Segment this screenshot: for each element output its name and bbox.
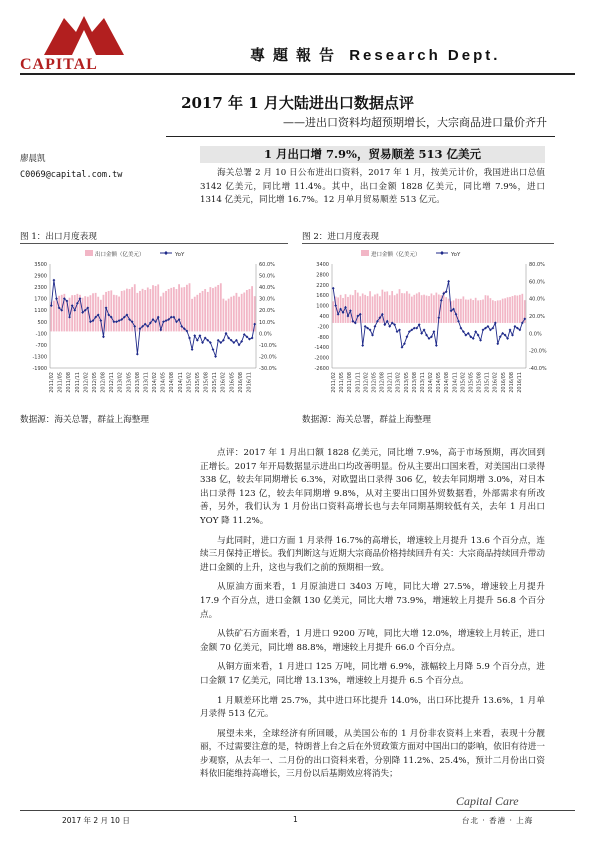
title-rule xyxy=(166,136,555,137)
bar-mark xyxy=(215,287,217,332)
x-axis-tick: 2015/05 xyxy=(194,372,201,393)
bar-mark xyxy=(377,294,379,323)
bar-mark xyxy=(108,291,110,331)
bar-mark xyxy=(233,296,235,332)
legend-line-label: YoY xyxy=(451,252,461,258)
left-axis-tick: 2300 xyxy=(34,285,47,292)
yoy-point xyxy=(437,316,440,319)
right-axis-tick: 50.0% xyxy=(259,273,275,280)
x-axis-tick: 2011/02 xyxy=(49,372,55,393)
x-axis-tick: 2015/11 xyxy=(484,372,491,393)
bar-mark xyxy=(507,297,509,323)
bar-mark xyxy=(477,300,479,323)
yoy-point xyxy=(53,279,56,282)
x-axis-tick: 2011/11 xyxy=(74,372,81,393)
bar-mark xyxy=(196,295,198,332)
figure-1-rule xyxy=(20,243,288,244)
bar-mark xyxy=(152,285,154,331)
left-axis-tick: -100 xyxy=(35,331,47,338)
body-paragraph-6: 1 月顺差环比增 25.7%，其中进口环比提升 14.0%，出口环比提升 13.6%，1 月单月录得 513 亿元。 xyxy=(200,695,545,720)
bar-mark xyxy=(189,283,191,331)
bar-mark xyxy=(470,299,472,323)
x-axis-tick: 2016/08 xyxy=(237,372,244,393)
body-paragraph-4: 从铁矿石方面来看，1 月进口 9200 万吨，同比大增 12.0%，增速较上月转正，进口金额 70 亿美元，同比增 88.8%，增速较上月提升 66.0 个百分点。 xyxy=(200,629,545,653)
bar-mark xyxy=(347,297,349,323)
bar-mark xyxy=(421,295,423,323)
x-axis-tick: 2012/08 xyxy=(100,372,107,393)
x-axis-tick: 2013/08 xyxy=(134,372,141,393)
bar-mark xyxy=(517,296,519,323)
legend-bar-swatch xyxy=(85,250,93,256)
yoy-point xyxy=(162,320,165,323)
dept-title-en: Research Dept. xyxy=(349,47,501,64)
bar-mark xyxy=(332,301,334,323)
yoy-point xyxy=(405,335,408,338)
bar-mark xyxy=(168,289,170,331)
figure-2-title: 图 2：进口月度表现 xyxy=(302,232,379,242)
x-axis-tick: 2012/02 xyxy=(363,372,370,393)
left-axis-tick: -200 xyxy=(317,324,329,331)
yoy-point xyxy=(334,304,337,307)
bar-mark xyxy=(396,294,398,323)
legend-bar-label: 进口金额（亿美元） xyxy=(371,252,421,258)
yoy-point xyxy=(440,299,443,302)
author-email[interactable]: C0069@capital.com.tw xyxy=(20,170,123,180)
bar-mark xyxy=(92,293,94,331)
report-subtitle: ——进出口资料均超预期增长，大宗商品进口量价齐升 xyxy=(283,116,547,129)
left-axis-tick: -2600 xyxy=(314,366,329,372)
yoy-point xyxy=(457,320,460,323)
bar-mark xyxy=(406,291,408,323)
bar-mark xyxy=(504,298,506,323)
bar-mark xyxy=(71,295,73,331)
x-axis-tick: 2012/08 xyxy=(379,372,386,393)
bar-mark xyxy=(249,289,251,331)
bar-mark xyxy=(90,295,92,331)
bar-mark xyxy=(463,296,465,323)
bar-mark xyxy=(401,293,403,323)
bar-mark xyxy=(173,287,175,331)
bar-mark xyxy=(372,296,374,323)
bar-mark xyxy=(426,296,428,323)
x-axis-tick: 2015/02 xyxy=(186,372,193,393)
yoy-point xyxy=(212,348,215,351)
bar-mark xyxy=(386,291,388,323)
bar-mark xyxy=(472,300,474,323)
x-axis-tick: 2016/05 xyxy=(500,372,507,393)
right-axis-tick: 40.0% xyxy=(259,285,275,292)
left-axis-tick: 1600 xyxy=(316,293,329,300)
yoy-point xyxy=(337,313,340,316)
bar-mark xyxy=(149,289,151,331)
yoy-point xyxy=(50,304,53,307)
highlight-box: 1 月出口增 7.9%，贸易顺差 513 亿美元 xyxy=(200,146,545,163)
right-axis-tick: -40.0% xyxy=(529,366,547,372)
legend-bar-label: 出口金额（亿美元） xyxy=(95,252,145,258)
dept-title xyxy=(250,44,500,65)
left-axis-tick: 2800 xyxy=(316,272,329,279)
bar-mark xyxy=(220,283,222,331)
bar-mark xyxy=(431,293,433,322)
x-axis-tick: 2012/11 xyxy=(109,372,116,393)
summary-paragraph xyxy=(200,167,545,208)
footer-page-number: 1 xyxy=(293,815,298,824)
header-rule xyxy=(20,73,575,75)
left-axis-tick: -1900 xyxy=(32,366,47,372)
x-axis-tick: 2014/11 xyxy=(177,372,184,393)
footer-rule xyxy=(20,810,575,811)
bar-mark xyxy=(399,289,401,323)
bar-mark xyxy=(134,284,136,331)
bar-mark xyxy=(246,290,248,331)
right-axis-tick: 60.0% xyxy=(259,262,275,268)
x-axis-tick: 2015/08 xyxy=(476,372,483,393)
left-axis-tick: -2000 xyxy=(314,355,329,362)
right-axis-tick: -10.0% xyxy=(259,342,277,349)
yoy-point xyxy=(433,330,436,333)
bar-mark xyxy=(492,300,494,323)
bar-mark xyxy=(95,293,97,332)
bar-mark xyxy=(408,294,410,323)
yoy-point xyxy=(115,320,118,323)
bar-mark xyxy=(404,293,406,323)
bar-mark xyxy=(389,295,391,323)
bar-mark xyxy=(230,297,232,332)
left-axis-tick: 1100 xyxy=(34,308,47,315)
bar-mark xyxy=(84,296,86,331)
left-axis-tick: 2900 xyxy=(34,273,47,280)
yoy-point xyxy=(159,328,162,331)
right-axis-tick: 80.0% xyxy=(529,262,545,268)
bar-mark xyxy=(87,297,89,332)
x-axis-tick: 2015/05 xyxy=(468,372,475,393)
capital-care-brand: Capital Care xyxy=(456,794,519,808)
bar-mark xyxy=(58,296,60,332)
x-axis-tick: 2012/02 xyxy=(83,372,90,393)
bar-mark xyxy=(384,292,386,323)
bar-mark xyxy=(228,299,230,332)
right-axis-tick: 0.0% xyxy=(259,331,272,338)
right-axis-tick: 10.0% xyxy=(259,319,275,326)
x-axis-tick: 2012/05 xyxy=(91,372,98,393)
bar-mark xyxy=(460,299,462,323)
bar-mark xyxy=(445,297,447,323)
bar-mark xyxy=(123,290,125,331)
yoy-point xyxy=(349,309,352,312)
right-axis-tick: -30.0% xyxy=(259,366,277,372)
yoy-point xyxy=(496,342,499,345)
legend-line-marker xyxy=(164,251,168,255)
bar-mark xyxy=(131,287,133,331)
bar-mark xyxy=(191,299,193,332)
bar-mark xyxy=(480,300,482,323)
legend-line-label: YoY xyxy=(175,252,185,258)
bar-mark xyxy=(121,291,123,331)
export-chart xyxy=(20,246,290,406)
bar-mark xyxy=(251,286,253,331)
x-axis-tick: 2015/02 xyxy=(460,372,467,393)
report-title: 2017 年 1 月大陆进出口数据点评 xyxy=(181,94,414,112)
body-paragraph-1: 点评：2017 年 1 月出口额 1828 亿美元，同比增 7.9%，高于市场预期，再次回到正增长。2017 年开局数据显示进出口均改善明显。份从主要出口国来看，对美国出口录得 338 亿，较去年同期增长 6.3%，对欧盟出口录得 306 亿，较去年同期增 3.0%，对日本出口录得 123 亿，较去年同期增 9.8%，从对主要出口国外贸数据看，外部需求有所改善，另外，我们认为 1 月份出口资料高增长也与去年同期基期较低有关，去年 1 月出口 YOY 降 11.2%。 xyxy=(200,448,545,526)
right-axis-tick: 40.0% xyxy=(529,296,545,303)
x-axis-tick: 2015/11 xyxy=(212,372,219,393)
bar-mark xyxy=(207,292,209,331)
bar-mark xyxy=(186,285,188,332)
bar-mark xyxy=(453,300,455,323)
yoy-point xyxy=(105,307,108,310)
bar-mark xyxy=(436,293,438,323)
bar-mark xyxy=(194,297,196,332)
bar-mark xyxy=(113,295,115,332)
left-axis-tick: 3500 xyxy=(34,262,47,268)
yoy-point xyxy=(191,348,194,351)
x-axis-tick: 2014/05 xyxy=(436,372,443,393)
yoy-point xyxy=(136,353,139,356)
x-axis-tick: 2012/05 xyxy=(371,372,378,393)
bar-mark xyxy=(76,294,78,332)
x-axis-tick: 2013/11 xyxy=(419,372,426,393)
figure-2-source: 数据源：海关总署，群益上海整理 xyxy=(302,415,431,425)
yoy-point xyxy=(102,335,105,338)
yoy-point xyxy=(165,319,168,322)
import-chart xyxy=(302,246,560,406)
bar-mark xyxy=(499,300,501,323)
bar-mark xyxy=(475,298,477,323)
bar-mark xyxy=(126,289,128,332)
bar-mark xyxy=(110,290,112,331)
bar-mark xyxy=(418,292,420,323)
bar-mark xyxy=(74,295,76,331)
author-name: 廖晨凯 xyxy=(20,154,46,164)
x-axis-tick: 2016/08 xyxy=(508,372,515,393)
bar-mark xyxy=(455,298,457,322)
bar-mark xyxy=(129,289,131,331)
bar-mark xyxy=(394,295,396,323)
footer-cities: 台北 · 香港 · 上海 xyxy=(462,816,534,825)
x-axis-tick: 2013/05 xyxy=(403,372,410,393)
bar-mark xyxy=(465,300,467,323)
x-axis-tick: 2014/08 xyxy=(169,372,176,393)
x-axis-tick: 2014/11 xyxy=(452,372,459,393)
body-paragraph-3: 从原油方面来看，1 月原油进口 3403 万吨，同比大增 27.5%，增速较上月提升 17.9 个百分点，进口金额 130 亿美元，同比大增 73.9%，增速较上月提升 56.8 个百分点。 xyxy=(200,582,545,620)
left-axis-tick: -700 xyxy=(35,342,47,349)
bar-mark xyxy=(467,300,469,323)
dept-title-cn: 專題報告 xyxy=(250,46,343,64)
bar-mark xyxy=(416,293,418,322)
bar-mark xyxy=(217,285,219,331)
bar-mark xyxy=(222,299,224,332)
right-axis-tick: 60.0% xyxy=(529,279,545,286)
yoy-point xyxy=(188,337,191,340)
bar-mark xyxy=(199,293,201,332)
x-axis-tick: 2013/02 xyxy=(395,372,402,393)
bar-mark xyxy=(423,295,425,323)
body-paragraph-7: 展望未来，全球经济有所回暖，从美国公布的 1 月份非农资料上来看，表现十分靓丽，不过需要注意的是，特朗普上台之后在外贸政策方面对中国出口的影响，依旧有待进一步观察，从去年一、二月份的出口资料来看，分别降 11.2%、25.4%，预计二月份出口资料依旧能维持高增长，三月份以后基期效应将消失； xyxy=(200,728,545,780)
bar-mark xyxy=(512,296,514,323)
yoy-point xyxy=(89,320,92,323)
x-axis-tick: 2011/08 xyxy=(66,372,73,393)
left-axis-tick: 500 xyxy=(37,319,47,326)
bar-mark xyxy=(53,301,55,332)
left-axis-tick: 1000 xyxy=(316,303,329,310)
bar-mark xyxy=(369,291,371,323)
x-axis-tick: 2011/08 xyxy=(347,372,354,393)
bar-mark xyxy=(209,287,211,331)
bar-mark xyxy=(502,299,504,323)
bar-mark xyxy=(362,293,364,322)
bar-mark xyxy=(56,298,58,332)
bar-mark xyxy=(176,289,178,331)
bar-mark xyxy=(521,294,523,323)
bar-mark xyxy=(413,295,415,323)
x-axis-tick: 2011/02 xyxy=(331,372,337,393)
yoy-point xyxy=(374,325,377,328)
bar-mark xyxy=(428,296,430,323)
left-axis-tick: 400 xyxy=(319,314,329,320)
figure-1-source: 数据源：海关总署，群益上海整理 xyxy=(20,415,149,425)
bar-mark xyxy=(170,288,172,332)
bar-mark xyxy=(487,296,489,323)
figure-2-rule xyxy=(302,243,554,244)
left-axis-tick: 3400 xyxy=(316,262,329,268)
bar-mark xyxy=(350,295,352,323)
left-axis-tick: 2200 xyxy=(316,282,329,289)
bar-mark xyxy=(82,298,84,332)
bar-mark xyxy=(178,284,180,331)
x-axis-tick: 2014/05 xyxy=(160,372,167,393)
bar-mark xyxy=(183,287,185,331)
x-axis-tick: 2013/05 xyxy=(126,372,133,393)
x-axis-tick: 2011/11 xyxy=(355,372,362,393)
bar-mark xyxy=(433,295,435,323)
summary-text: 海关总署 2 月 10 日公布进出口资料，2017 年 1 月，按美元计价，我国进出口总值 3142 亿美元，同比增 11.4%。其中，出口金额 1828 亿美元，同比增 7.9%，进口 1314 亿美元，同比增 16.7%。12 月单月贸易顺差 513 亿元。 xyxy=(200,168,545,206)
bar-mark xyxy=(163,293,165,332)
bar-mark xyxy=(241,294,243,332)
bar-mark xyxy=(157,284,159,331)
right-axis-tick: 20.0% xyxy=(259,308,275,315)
body-paragraph-5: 从铜方面来看，1 月进口 125 万吨，同比增 6.9%，涨幅较上月降 5.9 个百分点，进口金额 17 亿美元，同比增 13.13%，增速较上月提升 6.5 个百分点。 xyxy=(200,662,545,686)
right-axis-tick: -20.0% xyxy=(529,348,547,355)
yoy-point xyxy=(447,280,450,283)
bar-mark xyxy=(411,297,413,323)
bar-mark xyxy=(225,301,227,332)
bar-mark xyxy=(165,291,167,331)
bar-mark xyxy=(238,297,240,332)
bar-mark xyxy=(494,301,496,323)
legend-line-marker xyxy=(440,251,444,255)
left-axis-tick: -1300 xyxy=(32,354,47,361)
logo-text: CAPITAL xyxy=(20,56,98,73)
x-axis-tick: 2014/02 xyxy=(152,372,158,393)
x-axis-tick: 2016/02 xyxy=(220,372,227,393)
x-axis-tick: 2016/05 xyxy=(229,372,236,393)
bar-mark xyxy=(364,295,366,323)
bar-mark xyxy=(243,293,245,332)
x-axis-tick: 2016/02 xyxy=(492,372,499,393)
x-axis-tick: 2013/11 xyxy=(143,372,150,393)
bar-mark xyxy=(482,300,484,323)
bar-mark xyxy=(391,291,393,323)
bar-mark xyxy=(155,286,157,331)
bar-mark xyxy=(354,290,356,323)
yoy-point xyxy=(344,306,347,309)
yoy-point xyxy=(455,313,458,316)
yoy-point xyxy=(509,328,512,331)
bar-mark xyxy=(136,293,138,332)
x-axis-tick: 2013/02 xyxy=(117,372,124,393)
yoy-point xyxy=(118,319,121,322)
x-axis-tick: 2011/05 xyxy=(339,372,346,393)
x-axis-tick: 2016/11 xyxy=(246,372,253,393)
yoy-point xyxy=(479,339,482,342)
bar-mark xyxy=(514,295,516,323)
x-axis-tick: 2012/11 xyxy=(387,372,394,393)
left-axis-tick: -1400 xyxy=(314,345,329,352)
yoy-point xyxy=(435,344,438,347)
bar-mark xyxy=(202,291,204,331)
bar-mark xyxy=(236,293,238,332)
x-axis-tick: 2016/11 xyxy=(516,372,523,393)
bar-mark xyxy=(490,298,492,323)
bar-mark xyxy=(212,288,214,331)
bar-mark xyxy=(497,300,499,323)
yoy-point xyxy=(253,323,256,326)
body-text xyxy=(200,447,545,782)
bar-mark xyxy=(61,295,63,332)
legend-bar-swatch xyxy=(361,250,369,256)
bar-mark xyxy=(485,295,487,323)
figure-1-title: 图 1：出口月度表现 xyxy=(20,232,97,242)
bar-mark xyxy=(204,289,206,331)
x-axis-tick: 2011/05 xyxy=(57,372,64,393)
right-axis-tick: -20.0% xyxy=(259,354,277,361)
body-paragraph-2: 与此同时，进口方面 1 月录得 16.7%的高增长，增速较上月提升 13.6 个百分点，连续三月保持正增长。我们判断这与近期大宗商品价格持续回升有关：大宗商品持续回升带动进口金额的上升，这也与我们之前的预期相一致。 xyxy=(200,535,545,573)
bar-mark xyxy=(367,296,369,323)
bar-mark xyxy=(374,295,376,323)
x-axis-tick: 2014/02 xyxy=(428,372,434,393)
right-axis-tick: 0.0% xyxy=(529,331,542,338)
x-axis-tick: 2014/08 xyxy=(444,372,451,393)
bar-mark xyxy=(118,297,120,332)
bar-mark xyxy=(519,295,521,323)
bar-mark xyxy=(509,297,511,323)
left-axis-tick: 1700 xyxy=(34,296,47,303)
yoy-point xyxy=(361,344,364,347)
yoy-point xyxy=(251,337,254,340)
bar-mark xyxy=(337,297,339,322)
x-axis-tick: 2015/08 xyxy=(203,372,210,393)
x-axis-tick: 2013/08 xyxy=(411,372,418,393)
bar-mark xyxy=(448,299,450,323)
footer-date: 2017 年 2 月 10 日 xyxy=(62,816,130,825)
yoy-point xyxy=(99,319,102,322)
bar-mark xyxy=(116,295,118,331)
capital-logo xyxy=(34,10,134,60)
left-axis-tick: -800 xyxy=(317,334,329,341)
right-axis-tick: 30.0% xyxy=(259,296,275,303)
yoy-point xyxy=(68,316,71,319)
yoy-point xyxy=(214,355,217,358)
right-axis-tick: 20.0% xyxy=(529,314,545,320)
yoy-point xyxy=(55,297,58,300)
bar-mark xyxy=(139,291,141,331)
